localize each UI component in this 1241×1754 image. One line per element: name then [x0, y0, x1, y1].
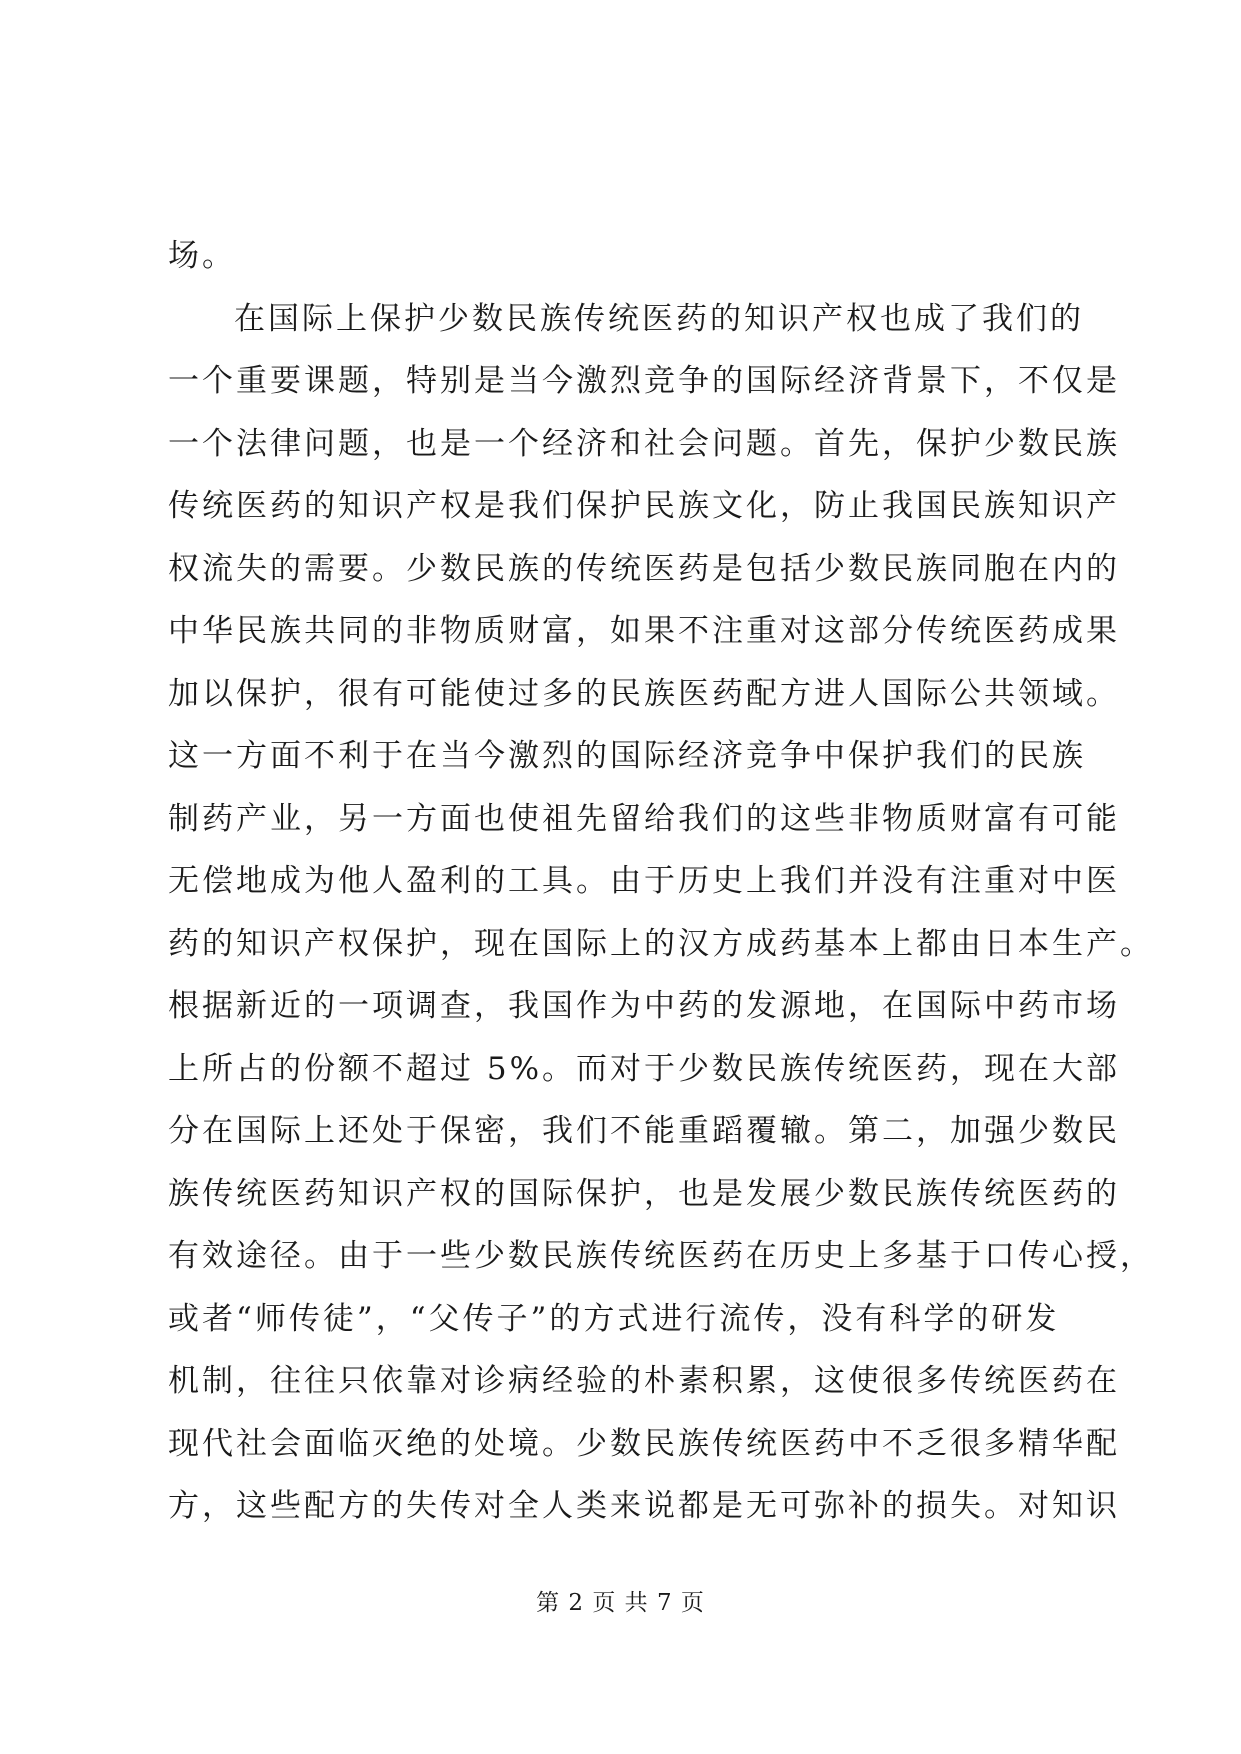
text-line: 加以保护，很有可能使过多的民族医药配方进人国际公共领域。	[168, 675, 1120, 712]
text-line: 无偿地成为他人盈利的工具。由于历史上我们并没有注重对中医	[168, 863, 1120, 899]
text-line: 制药产业，另一方面也使祖先留给我们的这些非物质财富有可能	[168, 800, 1120, 837]
text-line: 一个重要课题，特别是当今激烈竞争的国际经济背景下，不仅是	[168, 363, 1120, 399]
text-line: 根据新近的一项调查，我国作为中药的发源地，在国际中药市场	[168, 988, 1120, 1024]
page-footer	[0, 1588, 1241, 1618]
text-line: 方，这些配方的失传对全人类来说都是无可弥补的损失。对知识	[168, 1488, 1120, 1524]
text-line: 中华民族共同的非物质财富，如果不注重对这部分传统医药成果	[168, 613, 1120, 649]
text-line: 现代社会面临灭绝的处境。少数民族传统医药中不乏很多精华配	[168, 1425, 1120, 1462]
text-line: 传统医药的知识产权是我们保护民族文化，防止我国民族知识产	[168, 488, 1120, 524]
text-line: 药的知识产权保护，现在国际上的汉方成药基本上都由日本生产。	[168, 925, 1154, 962]
text-line: 有效途径。由于一些少数民族传统医药在历史上多基于口传心授，	[168, 1238, 1154, 1274]
text-line: 场。	[168, 238, 236, 274]
text-line: 分在国际上还处于保密，我们不能重蹈覆辙。第二，加强少数民	[168, 1113, 1120, 1149]
text-line: 上所占的份额不超过 5%。而对于少数民族传统医药，现在大部	[168, 1050, 1121, 1087]
text-line: 族传统医药知识产权的国际保护，也是发展少数民族传统医药的	[168, 1175, 1120, 1212]
text-line: 权流失的需要。少数民族的传统医药是包括少数民族同胞在内的	[168, 550, 1120, 587]
paragraph-first-line: 在国际上保护少数民族传统医药的知识产权也成了我们的	[234, 300, 1084, 337]
text-line: 一个法律问题，也是一个经济和社会问题。首先，保护少数民族	[168, 425, 1120, 462]
text-line: 机制，往往只依靠对诊病经验的朴素积累，这使很多传统医药在	[168, 1363, 1120, 1399]
body-text	[168, 225, 1154, 1538]
text-line: 这一方面不利于在当今激烈的国际经济竞争中保护我们的民族	[168, 738, 1086, 774]
text-line: 或者“师传徒”，“父传子”的方式进行流传，没有科学的研发	[168, 1300, 1060, 1337]
page-number-label: 第 2 页 共 7 页	[536, 1590, 705, 1616]
